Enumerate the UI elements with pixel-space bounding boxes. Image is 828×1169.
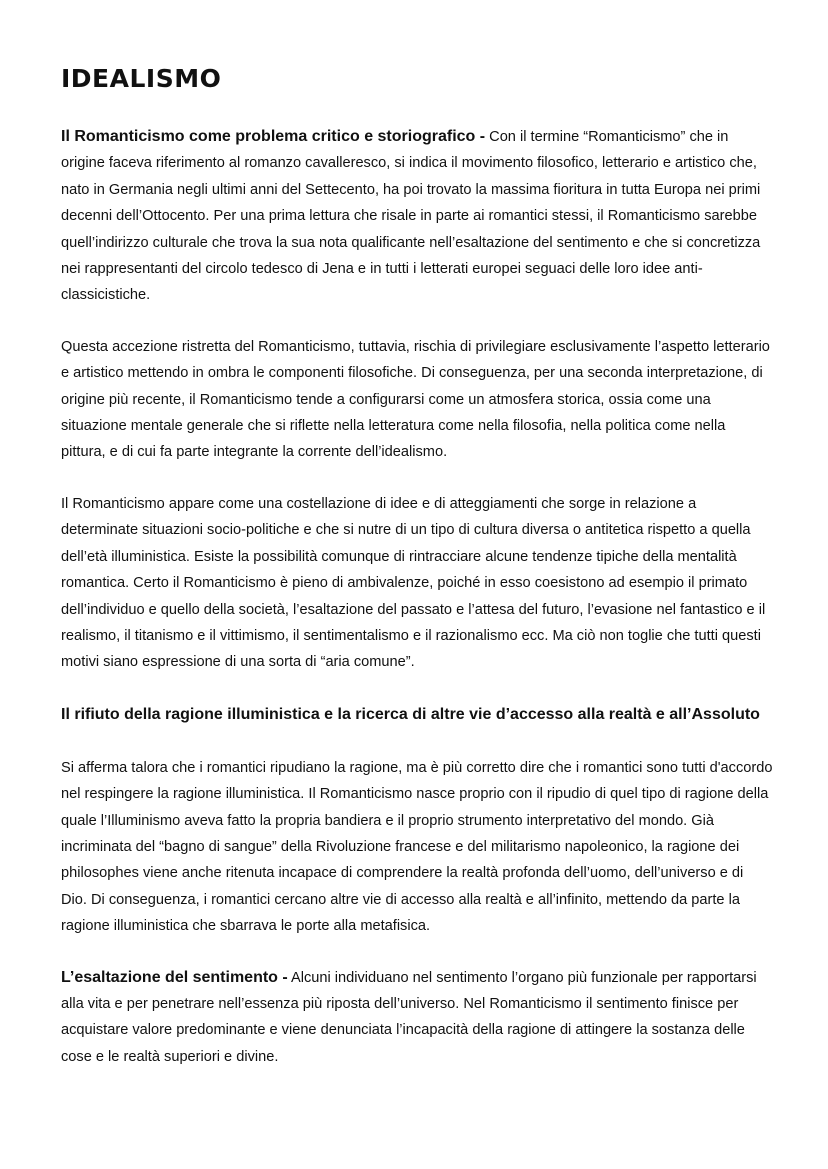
document-title: IDEALISMO [61,64,222,93]
paragraph-body: Con il termine “Romanticismo” che in origine faceva riferimento al romanzo cavalleresco, si indica il movimento filosofico, letterario e artistico che, nato in Germania negli ultimi anni del Settecento, ha poi trovato la massima fioritura in tutta Europa nei primi decenni dell’Ottocento. Per una prima lettura che risale in parte ai romantici stessi, il Romanticismo sarebbe quell’indirizzo culturale che trova la sua nota qualificante nell’esaltazione del sentimento e che si concretizza nei rappresentanti del circolo tedesco di Jena e in tutti i letterati europei seguaci delle loro idee anti-classicistiche. [61,129,761,304]
paragraph-romanticismo-problema [61,124,773,309]
paragraph-lead-heading: L’esaltazione del sentimento - [61,968,288,986]
document-page [61,62,773,1095]
section-heading-rifiuto-ragione: Il rifiuto della ragione illuministica e la ricerca di altre vie d’accesso alla realtà e all’Assoluto [61,705,760,723]
paragraph-costellazione-idee: Il Romanticismo appare come una costellazione di idee e di atteggiamenti che sorge in relazione a determinate situazioni socio-politiche e che si nutre di un tipo di cultura diversa o antitetica rispetto a quella dell’età illuministica. Esiste la possibilità comunque di rintracciare alcune tendenze tipiche della mentalità romantica. Certo il Romanticismo è pieno di ambivalenze, poiché in esso coesistono ad esempio il primato dell’individuo e quello della società, l’esaltazione del passato e l’attesa del futuro, l’evasione nel fantastico e il realismo, il titanismo e il vittimismo, il sentimentalismo e il razionalismo ecc. Ma ciò non toglie che tutti questi motivi siano espressione di una sorta di “aria comune”. [61,495,766,671]
paragraph-ragione-illuministica: Si afferma talora che i romantici ripudiano la ragione, ma è più corretto dire che i romantici sono tutti d'accordo nel respingere la ragione illuministica. Il Romanticismo nasce proprio con il ripudio di quel tipo di ragione della quale l’Illuminismo aveva fatto la propria bandiera e il proprio strumento interpretativo del mondo. Già incriminata del “bagno di sangue” della Rivoluzione francese e del militarismo napoleonico, la ragione dei philosophes viene anche ritenuta incapace di comprendere la realtà profonda dell’uomo, dell’universo e di Dio. Di conseguenza, i romantici cercano altre vie di accesso alla realtà e all’infinito, mettendo da parte la ragione illuministica che sbarrava le porte alla metafisica. [61,759,773,935]
paragraph-accezione-ristretta: Questa accezione ristretta del Romanticismo, tuttavia, rischia di privilegiare esclusivamente l’aspetto letterario e artistico mettendo in ombra le componenti filosofiche. Di conseguenza, per una seconda interpretazione, di origine più recente, il Romanticismo tende a configurarsi come un atmosfera storica, ossia come una situazione mentale generale che si riflette nella letteratura come nella filosofia, nella politica come nella pittura, e di cui fa parte integrante la corrente dell’idealismo. [61,338,770,461]
paragraph-body: Alcuni individuano nel sentimento l’organo più funzionale per rapportarsi alla vita e per penetrare nell’essenza più riposta dell’universo. Nel Romanticismo il sentimento finisce per acquistare valore predominante e viene denunciata l’incapacità della ragione di attingere la sostanza delle cose e le realtà superiori e divine. [61,969,757,1065]
paragraph-lead-heading: Il Romanticismo come problema critico e storiografico - [61,128,486,145]
paragraph-esaltazione-sentimento [61,965,773,1071]
